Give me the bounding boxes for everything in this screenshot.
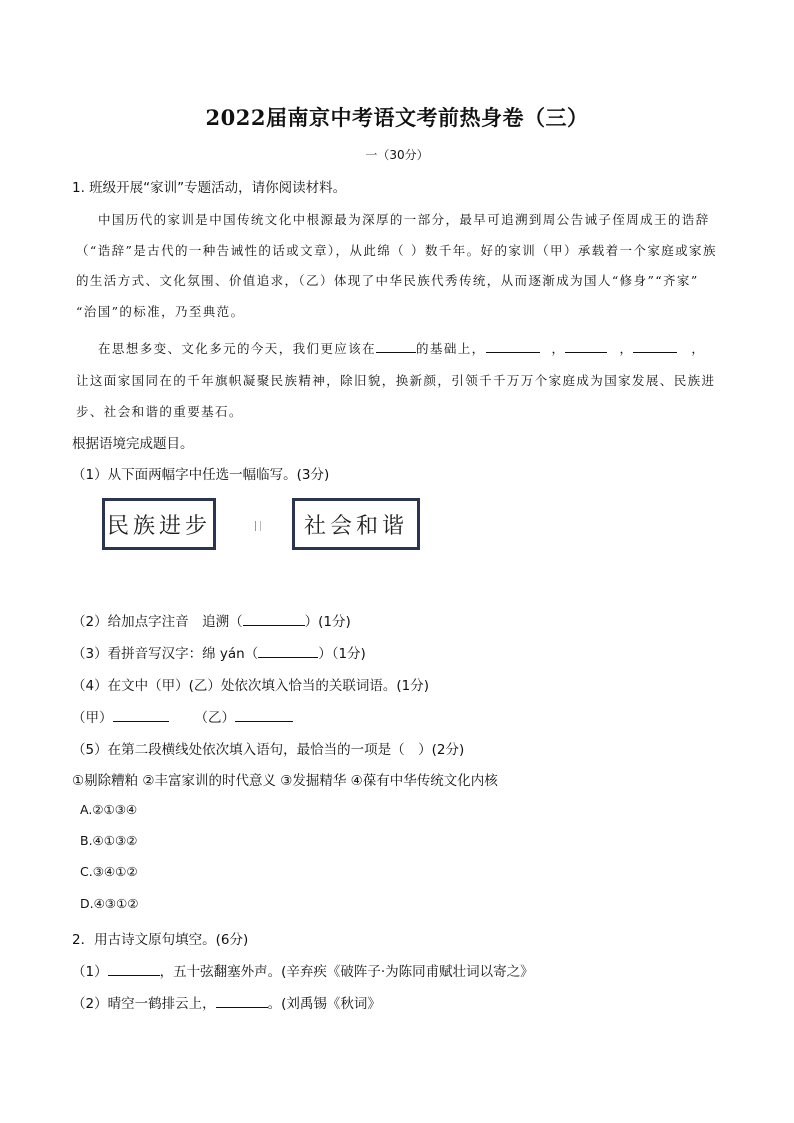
option-a[interactable]: A.②①③④ (80, 802, 138, 817)
passage-line-blanks: 在思想多变、文化多元的今天，我们更应该在 的基础上， ， ， ， (98, 341, 706, 356)
passage-line: “治国”的标准，乃至典范。 (76, 304, 245, 319)
fill-blank[interactable] (633, 340, 677, 353)
section-header: 一（30分） (365, 148, 429, 162)
passage-line: （“诰辞”是古代的一种告诫性的话或文章），从此绵（ ）数千年。好的家训（甲）承载着一个家庭或家族 (76, 243, 717, 258)
phrase-list: ①剔除糟粕 ②丰富家训的时代意义 ③发掘精华 ④葆有中华传统文化内核 (72, 773, 498, 789)
separator-mark (255, 521, 261, 531)
answer-blank[interactable] (258, 645, 318, 658)
fill-blank[interactable] (486, 340, 540, 353)
passage-line: 中国历代的家训是中国传统文化中根源最为深厚的一部分，最早可追溯到周公告诫子侄周成王的诰辞 (98, 212, 710, 227)
option-c[interactable]: C.③④①② (80, 864, 138, 879)
answer-blank[interactable] (108, 963, 160, 976)
instruction: 根据语境完成题目。 (72, 436, 194, 452)
sub-question-3: （3）看拼音写汉字：绵 yán（ ）（1分) (72, 646, 366, 662)
answer-blank[interactable] (243, 613, 305, 626)
q2-sub-1: （1） ，五十弦翻塞外声。(辛弃疾《破阵子·为陈同甫赋壮词以寄之》 (72, 964, 534, 980)
fill-blank[interactable] (565, 340, 607, 353)
option-b[interactable]: B.④①③② (80, 833, 138, 848)
fill-blank[interactable] (376, 340, 416, 353)
calligraphy-box-right[interactable]: 社会和谐 (292, 498, 420, 550)
q2-sub-2: （2）晴空一鹤排云上， 。(刘禹锡《秋词》 (72, 996, 381, 1012)
sub-question-4: （4）在文中（甲）(乙）处依次填入恰当的关联词语。(1分) (72, 678, 429, 694)
page-title: 2022届南京中考语文考前热身卷（三） (205, 105, 589, 130)
passage-line: 让这面家国同在的千年旗帜凝聚民族精神，除旧貌，换新颜，引领千千万万个家庭成为国家发展、民族进 (76, 373, 716, 388)
sub-question-5: （5）在第二段横线处依次填入语句，最恰当的一项是（ ）(2分) (72, 742, 465, 758)
q1-stem: 1. 班级开展“家训”专题活动，请你阅读材料。 (72, 180, 347, 196)
passage-line: 步、社会和谐的重要基石。 (76, 404, 243, 419)
q2-stem: 2．用古诗文原句填空。(6分) (72, 932, 249, 948)
sub-question-2: （2）给加点字注音 追溯（ ）(1分) (72, 614, 351, 630)
option-d[interactable]: D.④③①② (80, 896, 139, 911)
answer-blank-yi[interactable] (235, 709, 293, 722)
passage-line: 的生活方式、文化氛围、价值追求，（乙）体现了中华民族代秀传统，从而逐渐成为国人“修身”“齐家” (76, 273, 699, 288)
sub-question-1: （1）从下面两幅字中任选一幅临写。(3分) (72, 467, 330, 483)
calligraphy-box-left[interactable]: 民族进步 (102, 498, 216, 550)
sub-question-4-blanks: （甲） （乙） (72, 706, 293, 726)
answer-blank-jia[interactable] (113, 709, 169, 722)
answer-blank[interactable] (216, 995, 268, 1008)
